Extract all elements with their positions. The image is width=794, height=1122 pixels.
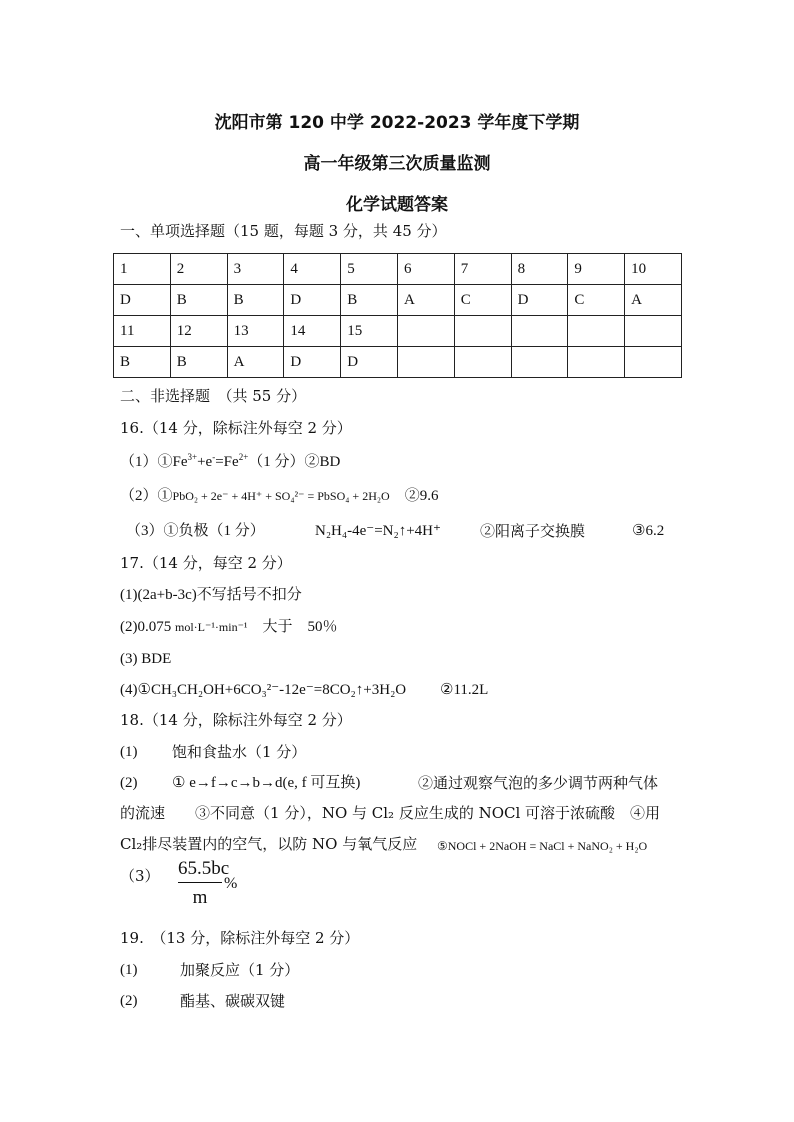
table-cell: 14 [284,316,341,347]
q17-p2-pre: (2)0.075 [120,619,172,635]
table-cell: 7 [454,254,511,285]
table-cell: B [170,285,227,316]
q17-p4-b: ②11.2L [440,682,489,698]
table-cell: 13 [227,316,284,347]
q16-p3-eq: N₂H₄-4e⁻=N₂↑+4H⁺ [315,523,441,539]
q17-part3: (3) BDE [120,651,172,667]
q16-p3-d: ③6.2 [632,523,665,539]
q16-p3-c: ②阳离子交换膜 [480,522,586,540]
q16-heading: 16.（14 分，除标注外每空 2 分） [120,419,352,437]
table-cell: D [284,285,341,316]
q16-p1-mid2: =Fe [215,454,239,470]
table-cell [511,347,568,378]
table-cell: A [227,347,284,378]
q16-p2-post: ②9.6 [404,488,439,504]
table-cell: 1 [114,254,171,285]
q16-p2-eq: PbO₂ + 2e⁻ + 4H⁺ + SO₄²⁻ = PbSO₄ + 2H₂O [172,489,390,503]
q18-p2-line2: 的流速 ③不同意（1 分），NO 与 Cl₂ 反应生成的 NOCl 可溶于浓硫酸 ④用 [120,804,661,822]
title-school: 沈阳市第 120 中学 2022-2023 学年度下学期 [214,113,580,133]
table-cell [625,347,682,378]
table-cell: 10 [625,254,682,285]
q16-p1-sup2: - [212,452,216,462]
q18-p3-numerator: 65.5bc [178,858,222,883]
q19-p1-num: (1) [120,962,138,978]
q18-p3-percent: % [224,875,238,892]
q18-p1: 饱和食盐水（1 分） [172,743,307,761]
q18-p2-eq: ⑤NOCl + 2NaOH = NaCl + NaNO₂ + H₂O [437,839,648,853]
table-cell [568,347,625,378]
table-cell: D [341,347,398,378]
table-cell: D [511,285,568,316]
table-row [114,347,682,378]
q17-heading: 17.（14 分，每空 2 分） [120,554,292,572]
q17-p2-unit: mol·L⁻¹·min⁻¹ [175,620,248,634]
table-row [114,254,682,285]
table-cell [568,316,625,347]
section1-heading: 一、单项选择题（15 题，每题 3 分，共 45 分） [120,222,447,240]
title-exam: 高一年级第三次质量监测 [303,154,491,174]
q17-part2 [120,617,338,637]
section2-heading: 二、非选择题 （共 55 分） [120,387,307,405]
q16-p1-mid: +e [197,454,213,470]
table-cell: D [114,285,171,316]
q17-p4-a: (4)①CH₃CH₂OH+6CO₃²⁻-12e⁻=8CO₂↑+3H₂O [120,682,407,698]
table-cell: 8 [511,254,568,285]
table-cell [454,347,511,378]
q16-p2-pre: （2）① [120,488,173,504]
table-cell: C [568,285,625,316]
q16-p1-sup3: 2+ [238,452,249,462]
table-cell: B [170,347,227,378]
table-cell: A [397,285,454,316]
q16-p1-post: （1 分）②BD [248,454,341,470]
table-cell: A [625,285,682,316]
table-cell [454,316,511,347]
q19-heading: 19. （13 分，除标注外每空 2 分） [120,929,360,947]
table-cell: 3 [227,254,284,285]
table-cell: 2 [170,254,227,285]
table-cell: 6 [397,254,454,285]
table-cell: B [227,285,284,316]
q18-p2-num: (2) [120,775,138,791]
q16-part1 [120,452,340,472]
table-cell: D [284,347,341,378]
table-cell: 11 [114,316,171,347]
table-cell: 9 [568,254,625,285]
q16-part2 [120,486,439,506]
q17-part4 [120,680,406,700]
q17-part1: (1)(2a+b-3c)不写括号不扣分 [120,587,302,603]
title-subject: 化学试题答案 [346,195,448,215]
q16-part3 [126,521,265,541]
table-cell: B [341,285,398,316]
table-cell: 15 [341,316,398,347]
table-cell: 4 [284,254,341,285]
q18-p3-fraction [178,858,230,909]
q18-heading: 18.（14 分，除标注外每空 2 分） [120,711,352,729]
table-cell: B [114,347,171,378]
q16-p1-sup1: 3+ [187,452,198,462]
table-cell [625,316,682,347]
q18-p2-a: ① e→f→c→b→d(e, f 可互换) [172,775,361,791]
answer-table [113,253,682,378]
q18-p3-num: （3） [120,867,160,885]
q18-p1-num: (1) [120,744,138,760]
table-row [114,285,682,316]
table-cell: C [454,285,511,316]
q19-p1: 加聚反应（1 分） [180,961,300,979]
table-cell: 12 [170,316,227,347]
table-cell [511,316,568,347]
table-cell: 5 [341,254,398,285]
q18-p3-denominator: m [192,887,208,908]
q19-p2: 酯基、碳碳双键 [180,992,286,1010]
table-row [114,316,682,347]
q16-p1-pre: （1）①Fe [120,454,188,470]
table-cell [397,347,454,378]
q16-p3-a: （3）①负极（1 分） [126,523,265,539]
q18-p2-line3: Cl₂排尽装置内的空气，以防 NO 与氧气反应 [120,835,418,853]
q18-p2-b: ②通过观察气泡的多少调节两种气体 [418,774,659,792]
table-cell [397,316,454,347]
q19-p2-num: (2) [120,993,138,1009]
q17-p2-post: 大于 50％ [262,619,338,635]
